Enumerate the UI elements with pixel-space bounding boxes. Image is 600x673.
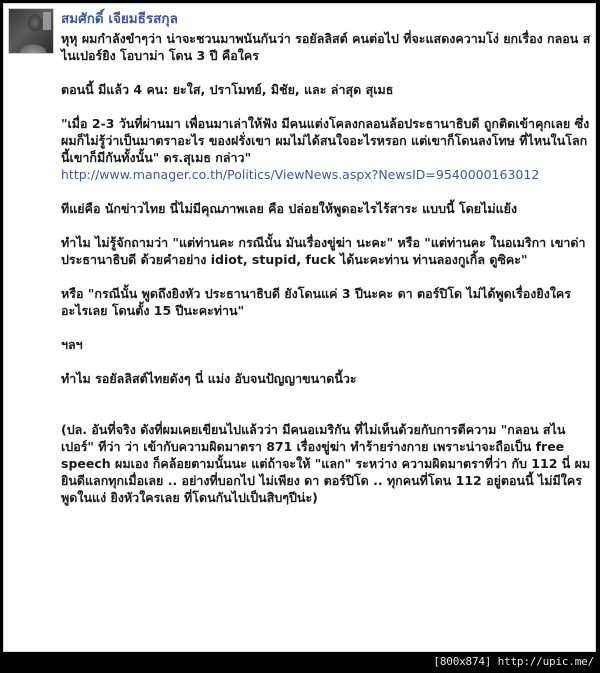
post-paragraph-6: หรือ "กรณีนั้น พูดถึงยิงหัว ประธานาธิบดี ยังโดนแค่ 3 ปีนะคะ ดา ตอร์ปิโด ไม่ได้พูดเรื่องยิงใครอะไรเลย โดนตั้ง 15 ปีนะคะท่าน" (61, 286, 572, 318)
author-name-link[interactable]: สมศักดิ์ เจียมธีรสกุล (61, 11, 178, 27)
post-paragraph-3: "เมื่อ 2-3 วันที่ผ่านมา เพื่อนมาเล่าให้ฟัง มีคนแต่งโคลงกลอนล้อประธานาธิบดี ถูกติดเข้าคุกเลย ซึ่งผมก็ไม่รู้ว่าเป็นมาตราอะไร ของฝรั่งเขา ผมไม่ได้สนใจอะไรหรอก แต่เขาก็โดนลงโทษ ที่ไหนในโลกนี้เขาก็มีกันทั้งนั้น" ดร.สุเมธ กล่าว" (61, 116, 590, 165)
post-paragraph-8: ทำไม รอยัลลิสต์ไทยดังๆ นี่ แม่ง อับจนปัญญาขนาดนี้วะ (61, 371, 357, 386)
post-paragraph-5: ทำไม ไม่รู้จักถามว่า "แต่ท่านคะ กรณีนั้น มันเรื่องขู่ฆ่า นะคะ" หรือ "แต่ท่านคะ ในอเมริกา เขาด่าประธานาธิบดี ด้วยคำอย่าง idiot, stupid, fuck ได้นะคะท่าน ท่านลองกูเกิ้ล ดูซิคะ" (61, 235, 586, 267)
avatar-photo-detail (43, 12, 51, 30)
author-avatar[interactable] (8, 8, 54, 54)
post-paragraph-2: ตอนนี้ มีแล้ว 4 คน: ยะใส, ปราโมทย์, มิชัย, และ ล่าสุด สุเมธ (61, 82, 394, 97)
news-link[interactable]: http://www.manager.co.th/Politics/ViewNews.aspx?NewsID=9540000163012 (61, 167, 540, 182)
post-content (61, 10, 591, 523)
post-paragraph-7: ฯลฯ (61, 337, 83, 352)
upic-watermark: [800x874] http://upic.me/ (433, 655, 594, 668)
quote-block (61, 115, 591, 183)
image-host-footer-bar (0, 652, 600, 673)
post-paragraph-4: ทีแย่คือ นักข่าวไทย นี่ไม่มีคุณภาพเลย คือ ปล่อยให้พูดอะไรไร้สาระ แบบนี้ โดยไม่แย้ง (61, 201, 518, 216)
post-paragraph-9: (ปล. อันที่จริง ดังที่ผมเคยเขียนไปแล้วว่า มีคนอเมริกัน ที่ไม่เห็นด้วยกับการตีความ "กลอน สไนเปอร์" ทีว่า ว่า เข้ากับความผิดมาตรา 871 เรื่องขู่ฆ่า ทำร้ายร่างกาย เพราะน่าจะถือเป็น free speech ผมเอง ก็คล้อยตามนั้นนะ แต่ถ้าจะให้ "แลก" ระหว่าง ความผิดมาตราที่ว่า กับ 112 นี่ ผมยินดีแลกทุกเมื่อเลย .. อย่างที่บอกไป ไม่เพียง ดา ตอร์ปิโด .. ทุกคนที่โดน 112 อยู่ตอนนี้ ไม่มีใคร พูดในแง่ ยิงหัวใครเลย ที่โดนกันไปเป็นสิบๆปีน่ะ) (61, 422, 591, 505)
post-paragraph-1: หุหุ ผมกำลังขำๆว่า น่าจะชวนมาพนันกันว่า รอยัลลิสต์ คนต่อไป ที่จะแสดงความโง่ ยกเรื่อง กลอน สไนเปอร์ยิง โอบาม่า โดน 3 ปี คือใคร (61, 31, 591, 63)
post-panel (3, 3, 596, 652)
